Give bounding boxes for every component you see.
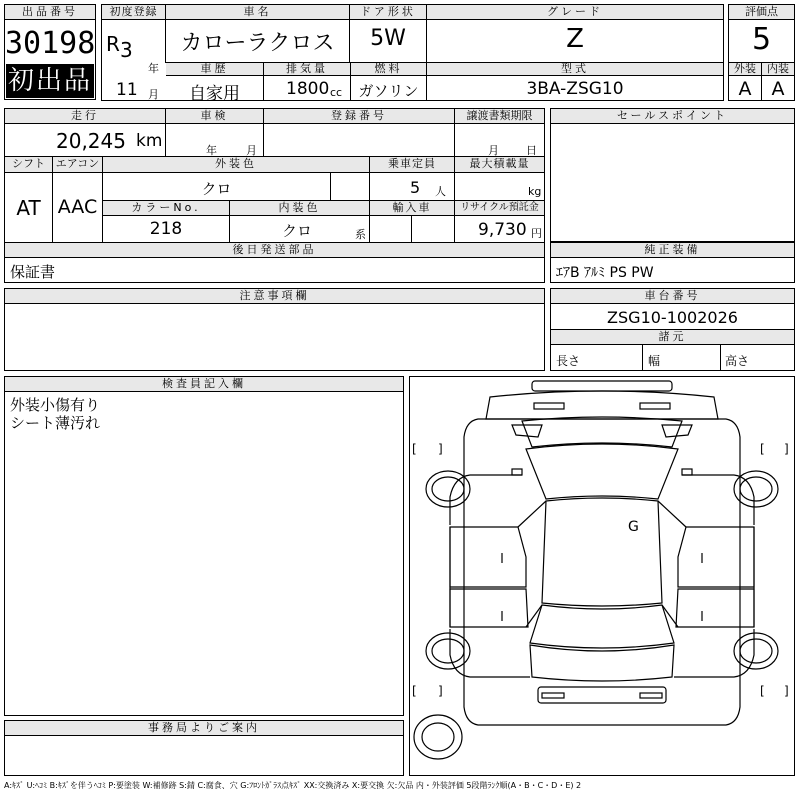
legend: A:ｷｽﾞ U:ﾍｺﾐ B:ｷｽﾞを伴うﾍｺﾐ P:要塗装 W:補修跡 S:錆 C:腐食、穴 G:ﾌﾛﾝﾄｶﾞﾗｽ点ｷｽﾞ XX:交換済み X:要交換 欠:欠品 内・外装評価 5段階ﾗﾝｸ順(A・B・C・D・E) 2 bbox=[4, 781, 582, 790]
lot-number-label: 出品番号 bbox=[5, 5, 95, 20]
color-no: 218 bbox=[149, 219, 183, 239]
inspection-label: 車検 bbox=[166, 109, 263, 124]
int-color: クロ bbox=[282, 222, 313, 240]
width-label: 幅 bbox=[648, 354, 661, 368]
car-damage-diagram bbox=[410, 377, 794, 775]
int-color-unit: 系 bbox=[355, 228, 366, 241]
frame-number: ZSG10-1002026 bbox=[607, 308, 738, 327]
import-label: 輸入車 bbox=[370, 201, 454, 216]
bracket-front-right-open: [ bbox=[760, 442, 765, 456]
first-listing-badge: 初出品 bbox=[7, 66, 92, 96]
int-color-label: 内装色 bbox=[230, 201, 369, 216]
score-label: 評価点 bbox=[729, 5, 794, 20]
month-unit: 月 bbox=[148, 88, 159, 101]
inspection-year-unit: 年 bbox=[206, 144, 217, 157]
dims-label: 諸元 bbox=[551, 330, 794, 345]
grade-label: グレード bbox=[427, 5, 723, 20]
length-label: 長さ bbox=[556, 354, 581, 368]
km-unit: km bbox=[136, 131, 163, 151]
caution-label: 注意事項欄 bbox=[5, 289, 544, 304]
ac-value: AAC bbox=[57, 196, 98, 218]
bracket-rear-right-open: [ bbox=[760, 684, 765, 698]
model-label: 型式 bbox=[427, 63, 723, 76]
ext-color: クロ bbox=[201, 180, 232, 198]
shift-value: AT bbox=[16, 196, 41, 220]
car-history: 自家用 bbox=[189, 84, 240, 104]
sales-points-panel bbox=[550, 108, 795, 242]
reg-no-label: 登録番号 bbox=[264, 109, 454, 124]
recycle-label: リサイクル預託金 bbox=[455, 201, 544, 216]
bracket-rear-left-open: [ bbox=[412, 684, 417, 698]
exterior-label: 外装 bbox=[729, 63, 761, 76]
interior-grade: A bbox=[771, 78, 785, 100]
capacity: 5 bbox=[410, 178, 421, 197]
sales-points-label: セールスポイント bbox=[551, 109, 794, 124]
transfer-day-unit: 日 bbox=[526, 144, 537, 157]
era-year: 3 bbox=[120, 38, 133, 62]
mileage-label: 走行 bbox=[5, 109, 165, 124]
bracket-front-right-close: ] bbox=[784, 442, 789, 456]
ac-label: エアコン bbox=[53, 157, 102, 173]
car-name: カローラクロス bbox=[180, 31, 335, 56]
history-label: 車歴 bbox=[166, 63, 263, 76]
ext-color-label: 外装色 bbox=[103, 157, 369, 173]
damage-mark-g: G bbox=[628, 519, 639, 535]
yen-unit: 円 bbox=[531, 227, 542, 240]
interior-label: 内装 bbox=[762, 63, 794, 76]
door-label: ドア形状 bbox=[350, 5, 426, 20]
capacity-label: 乗車定員 bbox=[370, 157, 454, 173]
transfer-month-unit: 月 bbox=[488, 144, 499, 157]
exterior-grade: A bbox=[738, 78, 752, 100]
lot-number: 30198 bbox=[5, 26, 96, 61]
bracket-rear-right-close: ] bbox=[784, 684, 789, 698]
fuel-label: 燃料 bbox=[351, 63, 426, 76]
later-parts-label: 後日発送部品 bbox=[5, 243, 544, 258]
shift-label: シフト bbox=[5, 157, 52, 173]
color-no-label: カラーNo. bbox=[103, 201, 229, 216]
later-parts: 保証書 bbox=[10, 263, 56, 281]
equipment: ｴｱB ｱﾙﾐ PS PW bbox=[556, 265, 654, 281]
fuel: ガソリン bbox=[358, 82, 419, 100]
inspector-note-2: シート薄汚れ bbox=[10, 414, 101, 432]
frame-no-label: 車台番号 bbox=[551, 289, 794, 304]
transfer-label: 譲渡書類期限 bbox=[455, 109, 544, 124]
displacement-label: 排気量 bbox=[264, 63, 350, 76]
inspection-month-unit: 月 bbox=[246, 144, 257, 157]
first-reg-label: 初度登録 bbox=[102, 5, 165, 20]
score-value: 5 bbox=[751, 22, 772, 57]
era-letter: R bbox=[106, 32, 120, 56]
inspector-label: 検査員記入欄 bbox=[5, 377, 403, 392]
cc-unit: cc bbox=[330, 86, 343, 99]
height-label: 高さ bbox=[725, 354, 750, 368]
kg-unit: kg bbox=[528, 185, 542, 198]
displacement: 1800 bbox=[286, 79, 330, 99]
person-unit: 人 bbox=[435, 185, 446, 198]
bracket-rear-left-close: ] bbox=[438, 684, 443, 698]
grade: Z bbox=[566, 24, 584, 54]
equipment-label: 純正装備 bbox=[551, 243, 794, 258]
first-reg-month: 11 bbox=[116, 80, 138, 100]
inspector-note-1: 外装小傷有り bbox=[10, 396, 101, 414]
mileage: 20,245 bbox=[56, 129, 126, 153]
model-code: 3BA-ZSG10 bbox=[526, 79, 624, 99]
bracket-front-left-close: ] bbox=[438, 442, 443, 456]
door-type: 5W bbox=[370, 26, 406, 51]
office-label: 事務局よりご案内 bbox=[5, 721, 403, 736]
recycle-fee: 9,730 bbox=[478, 220, 527, 240]
car-name-label: 車名 bbox=[166, 5, 349, 20]
year-unit: 年 bbox=[148, 62, 159, 75]
bracket-front-left-open: [ bbox=[412, 442, 417, 456]
max-load-label: 最大積載量 bbox=[455, 157, 544, 173]
